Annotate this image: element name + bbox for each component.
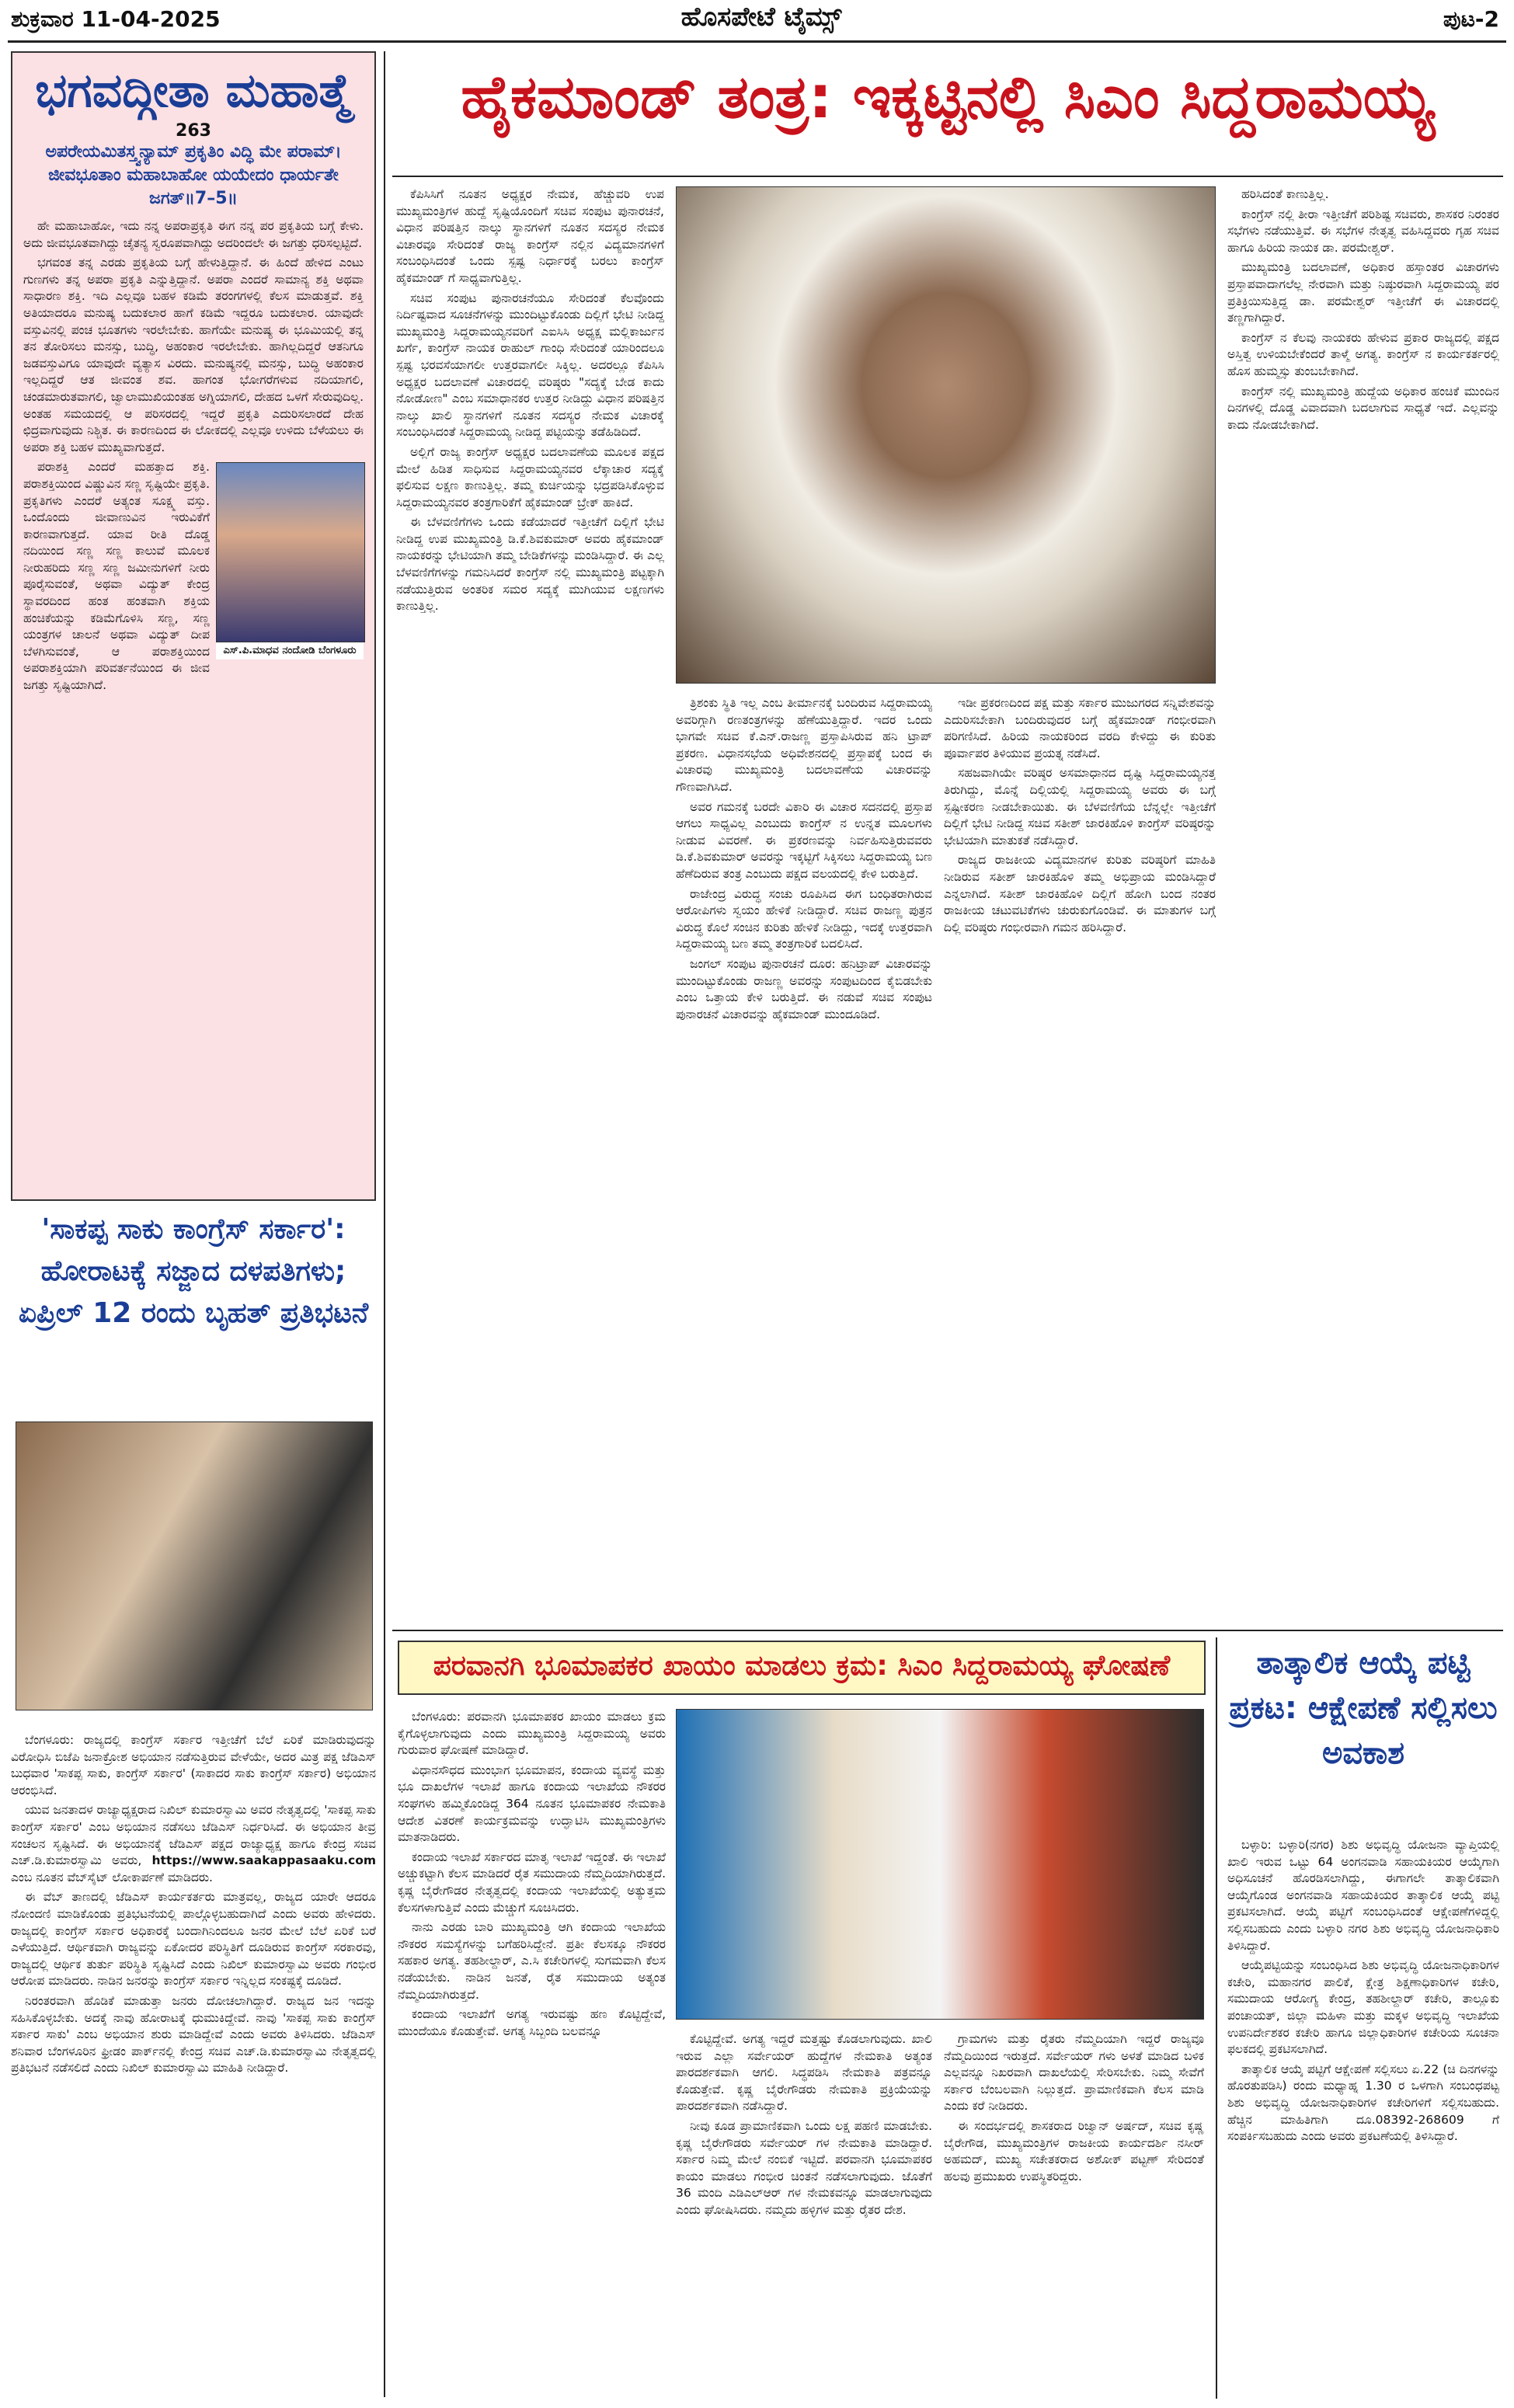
mid-paragraph: ಕೊಟ್ಟಿದ್ದೇವೆ. ಅಗತ್ಯ ಇದ್ದರೆ ಮತ್ತಷ್ಟು ಕೊಡಲಾಗುವುದು. ಖಾಲಿ ಇರುವ ಎಲ್ಲಾ ಸರ್ವೇಯರ್ ಹುದ್ದೆಗಳ ನೇಮಕಾತಿ ಅತ್ಯಂತ ಪಾರದರ್ಶಕವಾಗಿ ಆಗಲಿ. ಸಿದ್ಧಪಡಿಸಿ ನೇಮಕಾತಿ ಪತ್ರವನ್ನೂ ಕೊಡುತ್ತೇವೆ. ಕೃಷ್ಣ ಬೈರೇಗೌಡರು ನೇಮಕಾತಿ ಪ್ರಕ್ರಿಯೆಯನ್ನು ಪಾರದರ್ಶಕವಾಗಿ ನಡೆಸಿದ್ದಾರೆ. [676,2032,932,2114]
author-caption: ಎಸ್.ಪಿ.ಮಾಧವ ನಂದೋಡಿ ಬೆಂಗಳೂರು [216,642,364,659]
issue-date: ಶುಕ್ರವಾರ 11-04-2025 [11,6,221,32]
gita-body [23,218,364,694]
main-paragraph: ರಾಜ್ಯದ ರಾಜಕೀಯ ವಿದ್ಯಮಾನಗಳ ಕುರಿತು ವರಿಷ್ಠರಿಗೆ ಮಾಹಿತಿ ನೀಡಿರುವ ಸತೀಶ್ ಜಾರಕಿಹೊಳಿ ತಮ್ಮ ಅಭಿಪ್ರಾಯ ಮಂಡಿಸಿದ್ದಾರೆ ಎನ್ನಲಾಗಿದೆ. ಸತೀಶ್ ಜಾರಕಿಹೊಳಿ ದಿಲ್ಲಿಗೆ ಹೋಗಿ ಬಂದ ನಂತರ ರಾಜಕೀಯ ಚಟುವಟಿಕೆಗಳು ಚುರುಕುಗೊಂಡಿವೆ. ಈ ಮಾತುಗಳ ಬಗ್ಗೆ ದಿಲ್ಲಿ ವರಿಷ್ಠರು ಗಂಭೀರವಾಗಿ ಗಮನ ಹರಿಸಿದ್ದಾರೆ. [944,853,1216,934]
mid-paragraph: ನಾನು ಎರಡು ಬಾರಿ ಮುಖ್ಯಮಂತ್ರಿ ಆಗಿ ಕಂದಾಯ ಇಲಾಖೆಯ ನೌಕರರ ಸಮಸ್ಯೆಗಳನ್ನು ಬಗೆಹರಿಸಿದ್ದೇನೆ. ಪ್ರತೀ ಕೆಲಸಕ್ಕೂ ನೌಕರರ ಸಹಕಾರ ಅಗತ್ಯ. ತಹಶೀಲ್ದಾರ್, ಎ.ಸಿ ಕಚೇರಿಗಳಲ್ಲಿ ಸುಗಮವಾಗಿ ಕೆಲಸ ನಡೆಯಬೇಕು. ನಾಡಿನ ಜನತೆ, ರೈತ ಸಮುದಾಯ ಅತ್ಯಂತ ನೆಮ್ಮದಿಯಾಗಿರುತ್ತದೆ. [398,1920,666,2002]
masthead: ಹೊಸಪೇಟೆ ಟೈಮ್ಸ್ [680,2,842,33]
main-col-4 [1227,186,1499,1608]
main-paragraph: ರಾಜೇಂದ್ರ ವಿರುದ್ಧ ಸಂಚು ರೂಪಿಸಿದ ಈಗ ಬಂಧಿತರಾಗಿರುವ ಆರೋಪಿಗಳು ಸ್ವಯಂ ಹೇಳಿಕೆ ನೀಡಿದ್ದಾರೆ. ಸಚಿವ ರಾಜಣ್ಣ ಪುತ್ರನ ವಿರುದ್ಧ ಕೊಲೆ ಸಂಚಿನ ಕುರಿತು ಹೇಳಿಕೆ ನೀಡಿದ್ದು, ಇದಕ್ಕೆ ಉತ್ತರವಾಗಿ ಸಿದ್ದರಾಮಯ್ಯ ಬಣ ತಮ್ಮ ತಂತ್ರಗಾರಿಕೆ ಬದಲಿಸಿದೆ. [676,886,932,952]
main-paragraph: ಸಹಜವಾಗಿಯೇ ವರಿಷ್ಠರ ಅಸಮಾಧಾನದ ದೃಷ್ಟಿ ಸಿದ್ದರಾಮಯ್ಯನತ್ತ ತಿರುಗಿದ್ದು, ಮೊನ್ನೆ ದಿಲ್ಲಿಯಲ್ಲಿ ಸಿದ್ದರಾಮಯ್ಯ ಅವರು ಈ ಬಗ್ಗೆ ಸ್ಪಷ್ಟೀಕರಣ ನೀಡಬೇಕಾಯಿತು. ಈ ಬೆಳವಣಿಗೆಯ ಬೆನ್ನಲ್ಲೇ ಇತ್ತೀಚೆಗೆ ದಿಲ್ಲಿಗೆ ಭೇಟಿ ನೀಡಿದ್ದ ಸಚಿವ ಸತೀಶ್ ಜಾರಕಿಹೊಳಿ ಕಾಂಗ್ರೆಸ್ ವರಿಷ್ಠರನ್ನು ಭೇಟಿಯಾಗಿ ಮಾತುಕತೆ ನಡೆಸಿದ್ದಾರೆ. [944,766,1216,847]
left-paragraph: ಬೆಂಗಳೂರು: ರಾಜ್ಯದಲ್ಲಿ ಕಾಂಗ್ರೆಸ್ ಸರ್ಕಾರ ಇತ್ತೀಚೆಗೆ ಬೆಲೆ ಏರಿಕೆ ಮಾಡಿರುವುದನ್ನು ವಿರೋಧಿಸಿ ಬಿಜೆಪಿ ಜನಾಕ್ರೋಶ ಅಭಿಯಾನ ನಡೆಸುತ್ತಿರುವ ವೇಳೆಯೇ, ಅದರ ಮಿತ್ರ ಪಕ್ಷ ಜೆಡಿಎಸ್ ಬುಧವಾರ 'ಸಾಕಪ್ಪ ಸಾಕು, ಕಾಂಗ್ರೆಸ್ ಸರ್ಕಾರ' (ಸಾಕಾದರ ಸಾಕು ಕಾಂಗ್ರೆಸ್ ಸರ್ಕಾರ) ಅಭಿಯಾನ ಆರಂಭಿಸಿದೆ. [11,1733,376,1797]
left-paragraph: ಯುವ ಜನತಾದಳ ರಾಜ್ಯಾಧ್ಯಕ್ಷರಾದ ನಿಖಿಲ್ ಕುಮಾರಸ್ವಾಮಿ ಅವರ ನೇತೃತ್ವದಲ್ಲಿ 'ಸಾಕಪ್ಪ ಸಾಕು ಕಾಂಗ್ರೆಸ್ ಸರ್ಕಾರ' ಎಂಬ ಅಭಿಯಾನ ನಡೆಸಲು ಜೆಡಿಎಸ್ ನಿರ್ಧರಿಸಿದೆ. ಈ ಅಭಿಯಾನ ತೀವ್ರ ಸಂಚಲನ ಸೃಷ್ಟಿಸಿದೆ. ಈ ಅಭಿಯಾನಕ್ಕೆ ಜೆಡಿಎಸ್ ಪಕ್ಷದ ರಾಜ್ಯಾಧ್ಯಕ್ಷ ಹಾಗೂ ಕೇಂದ್ರ ಸಚಿವ ಎಚ್.ಡಿ.ಕುಮಾರಸ್ವಾಮಿ ಅವರು, https://www.saakappasaaku.com ಎಂಬ ನೂತನ ವೆಬ್‌ಸೈಟ್ ಲೋಕಾರ್ಪಣೆ ಮಾಡಿದರು. [11,1803,376,1884]
page-number: ಪುಟ-2 [1443,6,1499,32]
gita-paragraph: ಭಗವಂತ ತನ್ನ ಎರಡು ಪ್ರಕೃತಿಯ ಬಗ್ಗೆ ಹೇಳುತ್ತಿದ್ದಾನೆ. ಈ ಹಿಂದೆ ಹೇಳಿದ ಎಂಟು ಗುಣಗಳು ತನ್ನ ಅಪರಾ ಪ್ರಕೃತಿ ಎನ್ನುತ್ತಿದ್ದಾನೆ. ಅಪರಾ ಎಂದರೆ ಸಾಮಾನ್ಯ ಶಕ್ತಿ ಅಥವಾ ಸಾಧಾರಣ ಶಕ್ತಿ. ಇದಿ ಎಲ್ಲವೂ ಬಹಳ ಕಡಿಮೆ ತರಂಗಗಳಲ್ಲಿ ಕೆಲಸ ಮಾಡುತ್ತವೆ. ಶಕ್ತಿ ಅತಿಯಾದರೂ ಮನುಷ್ಯ ಬದುಕಲಾರ ಹಾಗೆ ಕಡಿಮೆ ಇದ್ದರೂ ಬದುಕಲಾರ. ಯಾವುದೇ ವಸ್ತುವಿನಲ್ಲಿ ಪಂಚ ಭೂತಗಳು ಇರಲೇಬೇಕು. ಹಾಗೆಯೇ ಮನುಷ್ಯ ಈ ಭೂಮಿಯಲ್ಲಿ ತನ್ನ ತನ ತೋರಿಸಲು ಮನಸ್ಸು, ಬುದ್ಧಿ, ಅಹಂಕಾರ ಇರಲೇಬೇಕು. ಹಾಗಿಲ್ಲದಿದ್ದರೆ ಆತನಿಗೂ ಜಡವಸ್ತುವಿಗೂ ಯಾವುದೇ ವ್ಯತ್ಯಾಸ ವಿರದು. ಮನುಷ್ಯನಲ್ಲಿ ಮನಸ್ಸು, ಬುದ್ಧಿ ಅಹಂಕಾರ ಇಲ್ಲದಿದ್ದರೆ ಆತ ಜೀವಂತ ಶವ. ಹಾಗಂತ ಭೋಗರೆಗಳುವ ನದಿಯಾಗಲಿ, ಚಂಡಮಾರುತವಾಗಲಿ, ಜ್ವಾಲಾಮುಖಿಯಂತಹ ಅಗ್ನಿಯಾಗಲಿ, ದೇಹದ ಒಳಗೆ ಸೇರುವುದಿಲ್ಲ. ಅಂತಹ ಸಮಯದಲ್ಲಿ ಆ ಪರಿಸರದಲ್ಲಿ ಇದ್ದರೆ ಪ್ರಕೃತಿ ಎದುರಿಸಲಾರದೆ ದೇಹ ಛಿದ್ರವಾಗುವುದು ನಿಶ್ಚಿತ. ಈ ಕಾರಣದಿಂದ ಈ ಲೋಕದಲ್ಲಿ ಎಲ್ಲವೂ ಉಳಿದು ಬೆಳೆಯಲು ಈ ಅಪರಾ ಶಕ್ತಿ ಬಹಳ ಮುಖ್ಯವಾಗುತ್ತದೆ. [23,256,364,454]
mid-paragraph: ವಿಧಾನಸೌಧದ ಮುಂಭಾಗ ಭೂಮಾಪನ, ಕಂದಾಯ ವ್ಯವಸ್ಥೆ ಮತ್ತು ಭೂ ದಾಖಲೆಗಳ ಇಲಾಖೆ ಹಾಗೂ ಕಂದಾಯ ಇಲಾಖೆಯ ನೌಕರರ ಸಂಘಗಳು ಹಮ್ಮಿಕೊಂಡಿದ್ದ 364 ನೂತನ ಭೂಮಾಪಕರ ನೇಮಕಾತಿ ಆದೇಶ ವಿತರಣೆ ಕಾರ್ಯಕ್ರಮವನ್ನು ಉದ್ಘಾಟಿಸಿ ಮುಖ್ಯಮಂತ್ರಿಗಳು ಮಾತನಾಡಿದರು. [398,1763,666,1845]
left-paragraph: ನಿರಂತರವಾಗಿ ಹೊಡಿಕೆ ಮಾಡುತ್ತಾ ಜನರು ದೋಚಲಾಗಿದ್ದಾರೆ. ರಾಜ್ಯದ ಜನ ಇದನ್ನು ಸಹಿಸಿಕೊಳ್ಳಬೇಕು. ಅದಕ್ಕೆ ನಾವು ಹೋರಾಟಕ್ಕೆ ಧುಮುಕಿದ್ದೇವೆ. ನಾವು 'ಸಾಕಪ್ಪ ಸಾಕು ಕಾಂಗ್ರೆಸ್ ಸರ್ಕಾರ ಸಾಕು' ಎಂಬ ಅಭಿಯಾನ ಶುರು ಮಾಡಿದ್ದೇವೆ ಎಂದು ಅವರು ತಿಳಿಸಿದರು. ಜೆಡಿಎಸ್ ಶನಿವಾರ ಬೆಂಗಳೂರಿನ ಫ್ರೀಡಂ ಪಾರ್ಕ್‌ನಲ್ಲಿ ಕೇಂದ್ರ ಸಚಿವ ಎಚ್.ಡಿ.ಕುಮಾರಸ್ವಾಮಿ ನೇತೃತ್ವದಲ್ಲಿ ಪ್ರತಿಭಟನೆ ನಡೆಸಲಿದೆ ಎಂದು ನಿಖಿಲ್ ಕುಮಾರಸ್ವಾಮಿ ಮಾಹಿತಿ ನೀಡಿದ್ದಾರೆ. [11,1993,376,2076]
left-story-headline: 'ಸಾಕಪ್ಪ ಸಾಕು ಕಾಂಗ್ರೆಸ್ ಸರ್ಕಾರ': ಹೋರಾಟಕ್ಕೆ ಸಜ್ಜಾದ ದಳಪತಿಗಳು; ಏಪ್ರಿಲ್ 12 ರಂದು ಬೃಹತ್ ಪ್ರತಿಭಟನೆ [18,1213,369,1329]
header-rule [8,40,1506,43]
gita-shloka: ಅಪರೇಯಮಿತಸ್ತ್ವನ್ಯಾಮ್ ಪ್ರಕೃತಿಂ ವಿದ್ಧಿ ಮೇ ಪರಾಮ್। ಜೀವಭೂತಾಂ ಮಹಾಬಾಹೋ ಯಯೇದಂ ಧಾರ್ಯತೇ ಜಗತ್॥7–5॥ [45,142,342,208]
right-paragraph: ಆಯ್ಕೆಪಟ್ಟಿಯನ್ನು ಸಂಬಂಧಿಸಿದ ಶಿಶು ಅಭಿವೃದ್ಧಿ ಯೋಜನಾಧಿಕಾರಿಗಳ ಕಚೇರಿ, ಮಹಾನಗರ ಪಾಲಿಕೆ, ಕ್ಷೇತ್ರ ಶಿಕ್ಷಣಾಧಿಕಾರಿಗಳ ಕಚೇರಿ, ಸಮುದಾಯ ಆರೋಗ್ಯ ಕೇಂದ್ರ, ತಹಶೀಲ್ದಾರ್ ಕಚೇರಿ, ತಾಲ್ಲೂಕು ಪಂಚಾಯತ್, ಜಿಲ್ಲಾ ಮಹಿಳಾ ಮತ್ತು ಮಕ್ಕಳ ಅಭಿವೃದ್ಧಿ ಇಲಾಖೆಯ ಉಪನಿರ್ದೇಶಕರ ಕಚೇರಿ ಹಾಗೂ ಜಿಲ್ಲಾಧಿಕಾರಿಗಳ ಕಚೇರಿಯ ಸೂಚನಾ ಫಲಕದಲ್ಲಿ ಪ್ರಕಟಿಸಲಾಗಿದೆ. [1227,1958,1499,2057]
main-col-3 [944,695,1216,1608]
mid-col-3 [944,2031,1204,2400]
main-paragraph: ಕಾಂಗ್ರೆಸ್ ನಲ್ಲಿ ಮುಖ್ಯಮಂತ್ರಿ ಹುದ್ದೆಯ ಅಧಿಕಾರ ಹಂಚಿಕೆ ಮುಂದಿನ ದಿನಗಳಲ್ಲಿ ದೊಡ್ಡ ವಿವಾದವಾಗಿ ಬದಲಾಗುವ ಸಾಧ್ಯತೆ ಇದೆ. ಎಲ್ಲವನ್ನು ಕಾದು ನೋಡಬೇಕಾಗಿದೆ. [1227,384,1499,432]
author-photo [216,462,365,642]
main-paragraph: ಈ ಬೆಳವಣಿಗೆಗಳು ಒಂದು ಕಡೆಯಾದರೆ ಇತ್ತೀಚೆಗೆ ದಿಲ್ಲಿಗೆ ಭೇಟಿ ನೀಡಿದ್ದ ಉಪ ಮುಖ್ಯಮಂತ್ರಿ ಡಿ.ಕೆ.ಶಿವಕುಮಾರ್ ಅವರು ಹೈಕಮಾಂಡ್ ನಾಯಕರನ್ನು ಭೇಟಿಯಾಗಿ ತಮ್ಮ ಬೇಡಿಕೆಗಳನ್ನು ಮಂಡಿಸಿದ್ದಾರೆ. ಈ ಎಲ್ಲ ಬೆಳವಣಿಗೆಗಳನ್ನು ಗಮನಿಸಿದರೆ ಕಾಂಗ್ರೆಸ್ ನಲ್ಲಿ ಮುಖ್ಯಮಂತ್ರಿ ಪಟ್ಟಕ್ಕಾಗಿ ನಡೆಯುತ್ತಿರುವ ಅಂತರಿಕ ಸಮರ ಸದ್ಯಕ್ಕೆ ಮುಗಿಯುವ ಲಕ್ಷಣಗಳು ಕಾಣುತ್ತಿಲ್ಲ. [396,515,664,614]
main-col-2 [676,695,932,1608]
left-story-headline-box [11,1209,376,1411]
headline-rule [392,176,1503,177]
main-paragraph: ಇಡೀ ಪ್ರಕರಣದಿಂದ ಪಕ್ಷ ಮತ್ತು ಸರ್ಕಾರ ಮುಜುಗರದ ಸನ್ನಿವೇಶವನ್ನು ಎದುರಿಸಬೇಕಾಗಿ ಬಂದಿರುವುದರ ಬಗ್ಗೆ ಹೈಕಮಾಂಡ್ ಗಂಭೀರವಾಗಿ ಪರಿಗಣಿಸಿದೆ. ಹಿರಿಯ ನಾಯಕರಿಂದ ವರದಿ ಕೇಳಿದ್ದು ಈ ಕುರಿತು ಪೂರ್ವಾಪರ ತಿಳಿಯುವ ಪ್ರಯತ್ನ ನಡೆಸಿದೆ. [944,696,1216,760]
jds-website-link[interactable]: https://www.saakappasaaku.com [151,1853,376,1868]
main-paragraph: ಕೆಪಿಸಿಸಿಗೆ ನೂತನ ಅಧ್ಯಕ್ಷರ ನೇಮಕ, ಹೆಚ್ಚುವರಿ ಉಪ ಮುಖ್ಯಮಂತ್ರಿಗಳ ಹುದ್ದೆ ಸೃಷ್ಟಿಯೊಂದಿಗೆ ಸಚಿವ ಸಂಪುಟ ಪುನಾರಚನೆ, ವಿಧಾನ ಪರಿಷತ್ತಿನ ನಾಲ್ಕು ಸ್ಥಾನಗಳಿಗೆ ನೂತನ ಸದಸ್ಯರ ನೇಮಕ ವಿಚಾರವೂ ಸೇರಿದಂತೆ ರಾಜ್ಯ ಕಾಂಗ್ರೆಸ್ ನಲ್ಲಿನ ವಿದ್ಯಮಾನಗಳಿಗೆ ಸಂಬಂಧಿಸಿದಂತೆ ಒಂದು ಸ್ಪಷ್ಟ ನಿರ್ಧಾರಕ್ಕೆ ಬರಲು ಕಾಂಗ್ರೆಸ್ ಹೈಕಮಾಂಡ್ ಗೆ ಸಾಧ್ಯವಾಗುತ್ತಿಲ್ಲ. [396,187,664,285]
left-story-body [11,1732,376,2400]
author-photo-box [216,462,364,664]
right-paragraph: ತಾತ್ಕಾಲಿಕ ಆಯ್ಕೆ ಪಟ್ಟಿಗೆ ಆಕ್ಷೇಪಣೆ ಸಲ್ಲಿಸಲು ಏ.22 (ಚಿ ದಿನಗಳನ್ನು ಹೊರತುಪಡಿಸಿ) ರಂದು ಮಧ್ಯಾಹ್ನ 1.30 ರ ಒಳಗಾಗಿ ಸಂಬಂಧಪಟ್ಟ ಶಿಶು ಅಭಿವೃದ್ಧಿ ಯೋಜನಾಧಿಕಾರಿಗಳ ಕಚೇರಿಗಳಿಗೆ ಸಲ್ಲಿಸಬಹುದು. ಹೆಚ್ಚಿನ ಮಾಹಿತಿಗಾಗಿ ದೂ.08392-268609 ಗೆ ಸಂಪರ್ಕಿಸಬಹುದು ಎಂದು ಅವರು ಪ್ರಕಟಣೆಯಲ್ಲಿ ತಿಳಿಸಿದ್ದಾರೆ. [1227,2062,1499,2144]
mid-headline: ಪರವಾನಗಿ ಭೂಮಾಪಕರ ಖಾಯಂ ಮಾಡಲು ಕ್ರಮ: ಸಿಎಂ ಸಿದ್ದರಾಮಯ್ಯ ಘೋಷಣೆ [398,1641,1206,1695]
main-paragraph: ಅಲ್ಲಿಗೆ ರಾಜ್ಯ ಕಾಂಗ್ರೆಸ್ ಅಧ್ಯಕ್ಷರ ಬದಲಾವಣೆಯ ಮೂಲಕ ಪಕ್ಷದ ಮೇಲೆ ಹಿಡಿತ ಸಾಧಿಸುವ ಸಿದ್ದರಾಮಯ್ಯನವರ ಲೆಕ್ಕಾಚಾರ ಸದ್ಯಕ್ಕೆ ಫಲಿಸುವ ಲಕ್ಷಣ ಕಾಣುತ್ತಿಲ್ಲ. ತಮ್ಮ ಕುರ್ಚಿಯನ್ನು ಭದ್ರಪಡಿಸಿಕೊಳ್ಳುವ ಸಿದ್ದರಾಮಯ್ಯನವರ ತಂತ್ರಗಾರಿಕೆಗೆ ಹೈಕಮಾಂಡ್ ಬ್ರೇಕ್ ಹಾಕಿದೆ. [396,444,664,510]
mid-col-1 [398,1709,666,2400]
mid-paragraph: ಈ ಸಂದರ್ಭದಲ್ಲಿ ಶಾಸಕರಾದ ರಿಜ್ವಾನ್ ಅರ್ಷದ್, ಸಚಿವ ಕೃಷ್ಣ ಬೈರೇಗೌಡ, ಮುಖ್ಯಮಂತ್ರಿಗಳ ರಾಜಕೀಯ ಕಾರ್ಯದರ್ಶಿ ನಸೀರ್ ಅಹಮದ್, ಮುಖ್ಯ ಸಚೇತಕರಾದ ಅಶೋಕ್ ಪಟ್ಟಣ್ ಸೇರಿದಂತೆ ಹಲವು ಪ್ರಮುಖರು ಉಪಸ್ಥಿತರಿದ್ದರು. [944,2118,1204,2184]
mid-paragraph: ಕಂದಾಯ ಇಲಾಖೆ ಸರ್ಕಾರದ ಮಾತೃ ಇಲಾಖೆ ಇದ್ದಂತೆ. ಈ ಇಲಾಖೆ ಅಚ್ಚುಕಟ್ಟಾಗಿ ಕೆಲಸ ಮಾಡಿದರೆ ರೈತ ಸಮುದಾಯ ನೆಮ್ಮದಿಯಾಗಿರುತ್ತದೆ. ಕೃಷ್ಣ ಬೈರೇಗೌಡರ ನೇತೃತ್ವದಲ್ಲಿ ಕಂದಾಯ ಇಲಾಖೆಯಲ್ಲಿ ಅತ್ಯುತ್ತಮ ಕೆಲಸಗಳಾಗುತ್ತಿವೆ ಎಂದು ಮೆಚ್ಚುಗೆ ಸೂಚಿಸಿದರು. [398,1849,666,1915]
mid-col-2 [676,2031,932,2400]
main-paragraph: ಕಾಂಗ್ರೆಸ್ ನಲ್ಲಿ ತೀರಾ ಇತ್ತೀಚೆಗೆ ಪರಿಶಿಷ್ಟ ಸಚಿವರು, ಶಾಸಕರ ನಿರಂತರ ಸಭೆಗಳು ನಡೆಯುತ್ತಿವೆ. ಈ ಸಭೆಗಳ ನೇತೃತ್ವ ವಹಿಸಿದ್ದವರು ಗೃಹ ಸಚಿವ ಹಾಗೂ ಹಿರಿಯ ನಾಯಕ ಡಾ. ಪರಮೇಶ್ವರ್. [1227,207,1499,255]
main-paragraph: ಅವರ ಗಮನಕ್ಕೆ ಬರದೇ ವಿಕಾರಿ ಈ ವಿಚಾರ ಸದನದಲ್ಲಿ ಪ್ರಸ್ತಾಪ ಆಗಲು ಸಾಧ್ಯವಿಲ್ಲ ಎಂಬುದು ಕಾಂಗ್ರೆಸ್ ನ ಉನ್ನತ ಮೂಲಗಳು ನೀಡುವ ವಿವರಣೆ. ಈ ಪ್ರಕರಣವನ್ನು ನಿರ್ವಹಿಸುತ್ತಿರುವವರು ಡಿ.ಕೆ.ಶಿವಕುಮಾರ್ ಅವರನ್ನು ಇಕ್ಕಟ್ಟಿಗೆ ಸಿಕ್ಕಿಸಲು ಸಿದ್ದರಾಮಯ್ಯ ಬಣ ಹೆಣೆದಿರುವ ತಂತ್ರ ಎಂಬುದು ಪಕ್ಷದ ವಲಯದಲ್ಲಿ ಕೇಳಿ ಬರುತ್ತಿದೆ. [676,799,932,881]
main-col-1 [396,186,664,1608]
gita-paragraph: ಹೇ ಮಹಾಬಾಹೋ, ಇದು ನನ್ನ ಅಪರಾಪ್ರಕೃತಿ ಈಗ ನನ್ನ ಪರ ಪ್ರಕೃತಿಯ ಬಗ್ಗೆ ಕೇಳು. ಅದು ಜೀವಭೂತವಾಗಿದ್ದು ಚೈತನ್ಯ ಸ್ವರೂಪವಾಗಿದ್ದು ಅದರಿಂದಲೇ ಈ ಜಗತ್ತು ಧರಿಸಲ್ಪಟ್ಟಿದೆ. [23,219,364,250]
main-paragraph: ಮುಖ್ಯಮಂತ್ರಿ ಬದಲಾವಣೆ, ಅಧಿಕಾರ ಹಸ್ತಾಂತರ ವಿಚಾರಗಳು ಪ್ರಸ್ತಾಪವಾದಾಗಲೆಲ್ಲ ನೇರವಾಗಿ ಮತ್ತು ನಿಷ್ಠುರವಾಗಿ ಸಿದ್ದರಾಮಯ್ಯ ಪರ ಪ್ರತಿಕ್ರಿಯಿಸುತ್ತಿದ್ದ ಡಾ. ಪರಮೇಶ್ವರ್ ಇತ್ತೀಚೆಗೆ ಈ ವಿಚಾರದಲ್ಲಿ ತಣ್ಣಗಾಗಿದ್ದಾರೆ. [1227,260,1499,325]
mid-paragraph: ಬೆಂಗಳೂರು: ಪರವಾನಗಿ ಭೂಮಾಪಕರ ಖಾಯಂ ಮಾಡಲು ಕ್ರಮ ಕೈಗೊಳ್ಳಲಾಗುವುದು ಎಂದು ಮುಖ್ಯಮಂತ್ರಿ ಸಿದ್ದರಾಮಯ್ಯ ಅವರು ಗುರುವಾರ ಘೋಷಣೆ ಮಾಡಿದ್ದಾರೆ. [398,1710,666,1758]
mid-paragraph: ನೀವು ಕೂಡ ಪ್ರಾಮಾಣಿಕವಾಗಿ ಒಂದು ಲಕ್ಷ ಪಹಣಿ ಮಾಡಬೇಕು. ಕೃಷ್ಣ ಬೈರೇಗೌಡರು ಸರ್ವೇಯರ್ ಗಳ ನೇಮಕಾತಿ ಮಾಡಿದ್ದಾರೆ. ಸರ್ಕಾರ ನಿಮ್ಮ ಮೇಲೆ ನಂಬಿಕೆ ಇಟ್ಟಿದೆ. ಪರವಾನಗಿ ಭೂಮಾಪಕರ ಕಾಯಂ ಮಾಡಲು ಗಂಭೀರ ಚಿಂತನೆ ನಡೆಸಲಾಗುವುದು. ಜೊತೆಗೆ 36 ಮಂದಿ ಎಡಿಎಲ್ಆರ್ ಗಳ ನೇಮಕವನ್ನೂ ಮಾಡಲಾಗುವುದು ಎಂದು ಘೋಷಿಸಿದರು. ನಮ್ಮದು ಹಳ್ಳಿಗಳ ಮತ್ತು ರೈತರ ದೇಶ. [676,2118,932,2217]
main-paragraph: ಕಾಂಗ್ರೆಸ್ ನ ಕೆಲವು ನಾಯಕರು ಹೇಳುವ ಪ್ರಕಾರ ರಾಜ್ಯದಲ್ಲಿ ಪಕ್ಷದ ಅಸ್ತಿತ್ವ ಉಳಿಯಬೇಕೆಂದರೆ ತಾಳ್ಮೆ ಅಗತ್ಯ. ಕಾಂಗ್ರೆಸ್ ನ ಕಾರ್ಯಕರ್ತರಲ್ಲಿ ಹೊಸ ಹುಮ್ಮಸ್ಸು ತುಂಬಬೇಕಾಗಿದೆ. [1227,330,1499,378]
column-divider [1216,1637,1217,2399]
jds-leaders-photo [16,1421,373,1710]
gita-paragraph: ಪರಾಶಕ್ತಿ ಎಂದರೆ ಮಹತ್ತಾದ ಶಕ್ತಿ. ಪರಾಶಕ್ತಿಯಿಂದ ವಿಷ್ಣುವಿನ ಸಣ್ಣ ಸೃಷ್ಟಿಯೇ ಪ್ರಕೃತಿ. ಪ್ರಕೃತಿಗಳು ಎಂದರೆ ಅತ್ಯಂತ ಸೂಕ್ಷ್ಮ ವಸ್ತು. ಒಂದೊಂದು ಜೀವಾಣುವಿನ ಇರುವಿಕೆಗೆ ಕಾರಣವಾಗುತ್ತದೆ. ಯಾವ ರೀತಿ ದೊಡ್ಡ ನದಿಯಿಂದ ಸಣ್ಣ ಸಣ್ಣ ಕಾಲುವೆ ಮೂಲಕ ನೀರುಹರಿದು ಸಣ್ಣ ಸಣ್ಣ ಜಮೀನುಗಳಿಗೆ ನೀರು ಪೂರೈಸುವಂತೆ, ಅಥವಾ ವಿದ್ಯುತ್ ಕೇಂದ್ರ ಸ್ಥಾವರದಿಂದ ಹಂತ ಹಂತವಾಗಿ ಶಕ್ತಿಯ ಹಂಚಿಕೆಯನ್ನು ಕಡಿಮೆಗೊಳಿಸಿ ಸಣ್ಣ, ಸಣ್ಣ ಯಂತ್ರಗಳ ಚಾಲನೆ ಅಥವಾ ವಿದ್ಯುತ್ ದೀಪ ಬೆಳಗಿಸುವಂತೆ, ಆ ಪರಾಶಕ್ತಿಯಿಂದ ಅಪರಾಶಕ್ತಿಯಾಗಿ ಪರಿವರ್ತನೆಯಿಂದ ಈ ಜೀವ ಜಗತ್ತು ಸೃಷ್ಟಿಯಾಗಿದೆ. [23,460,210,693]
column-divider [384,51,385,2397]
right-headline: ತಾತ್ಕಾಲಿಕ ಆಯ್ಕೆ ಪಟ್ಟಿ ಪ್ರಕಟ: ಆಕ್ಷೇಪಣೆ ಸಲ್ಲಿಸಲು ಅವಕಾಶ [1229,1645,1498,1771]
siddaramaiah-photo [676,186,1216,684]
mid-paragraph: ಗ್ರಾಮಗಳು ಮತ್ತು ರೈತರು ನೆಮ್ಮದಿಯಾಗಿ ಇದ್ದರೆ ರಾಜ್ಯವೂ ನೆಮ್ಮದಿಯಿಂದ ಇರುತ್ತದೆ. ಸರ್ವೇಯರ್ ಗಳು ಅಳತೆ ಮಾಡಿದ ಬಳಿಕ ಎಲ್ಲವನ್ನೂ ನಿಖರವಾಗಿ ದಾಖಲೆಯಲ್ಲಿ ಸೇರಿಸಬೇಕು. ನಿಮ್ಮ ಸೇವೆಗೆ ಸರ್ಕಾರ ಬೆಂಬಲವಾಗಿ ನಿಲ್ಲುತ್ತದೆ. ಪ್ರಾಮಾಣಿಕವಾಗಿ ಕೆಲಸ ಮಾಡಿ ಎಂದು ಕರೆ ನೀಡಿದರು. [944,2032,1204,2114]
main-paragraph: ತ್ರಿಶಂಕು ಸ್ಥಿತಿ ಇಲ್ಲ ಎಂಬ ತೀರ್ಮಾನಕ್ಕೆ ಬಂದಿರುವ ಸಿದ್ದರಾಮಯ್ಯ ಅವರಿಗ್ಗಾಗಿ ರಣತಂತ್ರಗಳನ್ನು ಹೆಣೆಯುತ್ತಿದ್ದಾರೆ. ಇದರ ಒಂದು ಭಾಗವೇ ಸಚಿವ ಕೆ.ಎನ್.ರಾಜಣ್ಣ ಪ್ರಸ್ತಾಪಿಸಿರುವ ಹನಿ ಟ್ರಾಪ್ ಪ್ರಕರಣ. ವಿಧಾನಸಭೆಯ ಅಧಿವೇಶನದಲ್ಲಿ ಪ್ರಸ್ತಾಪಕ್ಕೆ ಬಂದ ಈ ವಿಚಾರವು ಮುಖ್ಯಮಂತ್ರಿ ಬದಲಾವಣೆಯ ವಿಚಾರವನ್ನು ಗೌಣವಾಗಿಸಿದೆ. [676,696,932,794]
main-headline: ಹೈಕಮಾಂಡ್ ತಂತ್ರ: ಇಕ್ಕಟ್ಟಿನಲ್ಲಿ ಸಿಎಂ ಸಿದ್ದರಾಮಯ್ಯ [461,62,1435,131]
gita-number: 263 [176,121,211,141]
mid-paragraph: ಕಂದಾಯ ಇಲಾಖೆಗೆ ಅಗತ್ಯ ಇರುವಷ್ಟು ಹಣ ಕೊಟ್ಟಿದ್ದೇವೆ, ಮುಂದೆಯೂ ಕೊಡುತ್ತೇವೆ. ಅಗತ್ಯ ಸಿಬ್ಬಂದಿ ಬಲವನ್ನೂ [398,2007,666,2038]
main-paragraph: ಹರಿಸಿದಂತೆ ಕಾಣುತ್ತಿಲ್ಲ. [1241,187,1329,201]
right-paragraph: ಬಳ್ಳಾರಿ: ಬಳ್ಳಾರಿ(ನಗರ) ಶಿಶು ಅಭಿವೃದ್ಧಿ ಯೋಜನಾ ವ್ಯಾಪ್ತಿಯಲ್ಲಿ ಖಾಲಿ ಇರುವ ಒಟ್ಟು 64 ಅಂಗನವಾಡಿ ಸಹಾಯಕಿಯರ ಆಯ್ಕೆಗಾಗಿ ಅಧಿಸೂಚನೆ ಹೊರಡಿಸಲಾಗಿದ್ದು, ಈಗಾಗಲೇ ತಾತ್ಕಾಲಿಕವಾಗಿ ಆಯ್ಕೆಗೊಂಡ ಅಂಗನವಾಡಿ ಸಹಾಯಕಿಯರ ತಾತ್ಕಾಲಿಕ ಆಯ್ಕೆ ಪಟ್ಟಿ ಪ್ರಕಟಿಸಲಾಗಿದೆ. ಆಯ್ಕೆ ಪಟ್ಟಿಗೆ ಸಂಬಂಧಿಸಿದಂತೆ ಆಕ್ಷೇಪಣೆಗಳಿದ್ದಲ್ಲಿ ಸಲ್ಲಿಸಬಹುದು ಎಂದು ಬಳ್ಳಾರಿ ನಗರ ಶಿಶು ಅಭಿವೃದ್ಧಿ ಯೋಜನಾಧಿಕಾರಿ ತಿಳಿಸಿದ್ದಾರೆ. [1227,1838,1499,1953]
left-paragraph: ಈ ವೆಬ್ ತಾಣದಲ್ಲಿ ಜೆಡಿಎಸ್ ಕಾರ್ಯಕರ್ತರು ಮಾತ್ರವಲ್ಲ, ರಾಜ್ಯದ ಯಾರೇ ಆದರೂ ನೋಂದಣಿ ಮಾಡಿಕೊಂಡು ಪ್ರತಿಭಟನೆಯಲ್ಲಿ ಪಾಲ್ಗೊಳ್ಳಬಹುದಾಗಿದೆ ಎಂದು ಅವರು ಹೇಳಿದರು. ರಾಜ್ಯದಲ್ಲಿ ಕಾಂಗ್ರೆಸ್ ಸರ್ಕಾರ ಅಧಿಕಾರಕ್ಕೆ ಬಂದಾಗಿನಿಂದಲೂ ಜನರ ಮೇಲೆ ಬೆಲೆ ಏರಿಕೆ ಬರೆ ಎಳೆಯುತ್ತಿದೆ. ಆರ್ಥಿಕವಾಗಿ ರಾಜ್ಯವನ್ನು ಏಕೋದರ ಪರಿಸ್ಥಿತಿಗೆ ದೂಡಿರುವ ಕಾಂಗ್ರೆಸ್ ಸರಕಾರವು, ರಾಜ್ಯದಲ್ಲಿ ಆರ್ಥಿಕ ತುರ್ತು ಪರಿಸ್ಥಿತಿ ಸೃಷ್ಟಿಸಿದೆ ಎಂದು ನಿಖಿಲ್ ಕುಮಾರಸ್ವಾಮಿ ಅವರು ಗಂಭೀರ ಆರೋಪ ಮಾಡಿದರು. ನಾಡಿನ ಜನರನ್ನು ಕಾಂಗ್ರೆಸ್ ಸರ್ಕಾರ ಇನ್ನಿಲ್ಲದ ಸಂಕಷ್ಟಕ್ಕೆ ದೂಡಿದೆ. [11,1890,376,1989]
surveyors-event-photo [676,1709,1204,2020]
section-rule [392,1630,1503,1631]
main-paragraph: ಜಂಗಲ್ ಸಂಪುಟ ಪುನಾರಚನೆ ದೂರ: ಹನಿಟ್ರಾಪ್ ವಿಚಾರವನ್ನು ಮುಂದಿಟ್ಟುಕೊಂಡು ರಾಜಣ್ಣ ಅವರನ್ನು ಸಂಪುಟದಿಂದ ಕೈಬಿಡಬೇಕು ಎಂಬ ಒತ್ತಾಯ ಕೇಳಿ ಬರುತ್ತಿದೆ. ಈ ನಡುವೆ ಸಚಿವ ಸಂಪುಟ ಪುನಾರಚನೆ ವಿಚಾರವನ್ನು ಹೈಕಮಾಂಡ್ ಮುಂದೂಡಿದೆ. [676,956,932,1021]
right-story-body [1227,1837,1499,2400]
main-paragraph: ಸಚಿವ ಸಂಪುಟ ಪುನಾರಚನೆಯೂ ಸೇರಿದಂತೆ ಕೆಲವೊಂದು ನಿರ್ದಿಷ್ಟವಾದ ಸೂಚನೆಗಳನ್ನು ಮುಂದಿಟ್ಟುಕೊಂಡು ದಿಲ್ಲಿಗೆ ಭೇಟಿ ನೀಡಿದ್ದ ಮುಖ್ಯಮಂತ್ರಿ ಸಿದ್ದರಾಮಯ್ಯನವರಿಗೆ ಎಐಸಿಸಿ ಅಧ್ಯಕ್ಷ ಮಲ್ಲಿಕಾರ್ಜುನ ಖರ್ಗೆ, ಕಾಂಗ್ರೆಸ್ ನಾಯಕ ರಾಹುಲ್ ಗಾಂಧಿ ಸೇರಿದಂತೆ ಯಾರಿಂದಲೂ ಸ್ಪಷ್ಟ ಭರವಸೆಯಾಗಲೀ ಉತ್ತರವಾಗಲೀ ಸಿಕ್ಕಿಲ್ಲ. ಅದರಲ್ಲೂ ಕೆಪಿಸಿಸಿ ಅಧ್ಯಕ್ಷರ ಬದಲಾವಣೆ ವಿಚಾರದಲ್ಲಿ ವರಿಷ್ಠರು "ಸದ್ಯಕ್ಕೆ ಬೇಡ ಕಾದು ನೋಡೋಣ" ಎಂಬ ಸಮಾಧಾನಕರ ಉತ್ತರ ನೀಡಿದ್ದು ವಿಧಾನ ಪರಿಷತ್ತಿನ ನಾಲ್ಕು ಖಾಲಿ ಸ್ಥಾನಗಳಿಗೆ ನೂತನ ಸದಸ್ಯರ ನೇಮಕ ವಿಚಾರಕ್ಕೆ ಸಂಬಂಧಿಸಿದಂತೆ ಸಿದ್ದರಾಮಯ್ಯ ನೀಡಿದ್ದ ಪಟ್ಟಿಯನ್ನು ತಡೆಹಿಡಿದಿದೆ. [396,291,664,440]
gita-title: ಭಗವದ್ಗೀತಾ ಮಹಾತ್ಮೆ [35,64,352,118]
gita-box [11,51,376,1201]
